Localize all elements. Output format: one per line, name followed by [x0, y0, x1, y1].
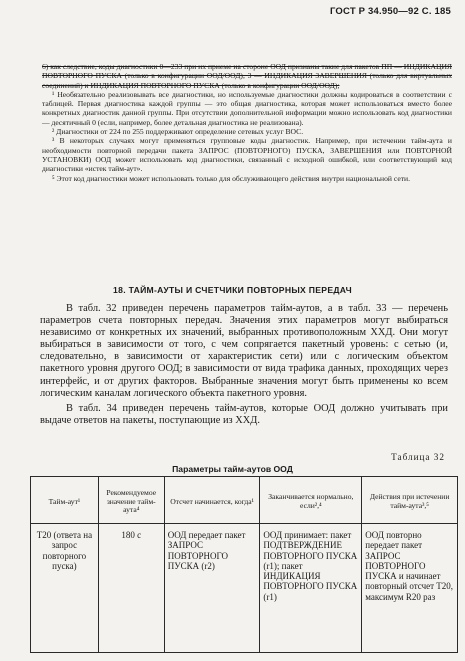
column-header: Действия при истечении тайм-аута³,⁵	[362, 477, 458, 524]
footnotes	[42, 62, 452, 183]
timeout-table	[30, 476, 458, 653]
table-header-row	[31, 477, 458, 524]
table-row	[31, 524, 458, 653]
column-header: Тайм-аут¹	[31, 477, 99, 524]
footnote-item	[42, 62, 452, 90]
column-header: Заканчивается нормально, если²,⁴	[260, 477, 362, 524]
section-title: 18. ТАЙМ-АУТЫ И СЧЕТЧИКИ ПОВТОРНЫХ ПЕРЕДАЧ	[113, 285, 352, 295]
body-text	[40, 303, 448, 430]
table-caption: Таблица 32	[391, 452, 445, 462]
column-header: Отсчет начинается, когда¹	[164, 477, 260, 524]
page-header: ГОСТ Р 34.950—92 С. 185	[329, 6, 451, 17]
paragraph: В табл. 34 приведен перечень тайм-аутов, которые ООД должно учитывать при выдаче ответов на пакеты, поступающие из ХХД.	[40, 402, 448, 426]
table-cell: Т20 (ответа на запрос повторного пуска)	[31, 524, 99, 653]
footnote-item: ¹ Необязательно реализовывать все диагностики, но используемые диагностики должны кодироваться в соответствии с таблицей. Первая диагностика каждой группы — это общая диагностика, которая может использоваться вместо более конкретных диагностик данной группы. При отсутствии дополнительной информации можно использовать код диагностики — десятичный 0 (если, например, более детальная диагностика не реализована).	[42, 89, 452, 127]
table-cell: 180 с	[98, 524, 164, 653]
footnote-item: ⁵ Этот код диагностики может использовать только для обслуживающего действия внутри национальной сети.	[52, 173, 410, 183]
table-cell: ООД повторно передает пакет ЗАПРОС ПОВТОРНОГО ПУСКА и начинает повторный отсчет Т20, максимум R20 раз	[362, 524, 458, 653]
table-cell: ООД передает пакет ЗАПРОС ПОВТОРНОГО ПУСКА (r2)	[164, 524, 260, 653]
table-title: Параметры тайм-аутов ООД	[172, 464, 293, 474]
footnote-item: ² Диагностики от 224 по 255 поддерживают определение сетевых услуг ВОС.	[52, 127, 304, 137]
footnote-text: 6) как следствие, коды диагностики 0—233 при их приеме на стороне ООД признаны такие для пакетов ПП — ИНДИКАЦИЯ ПОВТОРНОГО ПУСКА (только в конфигурации ООД/ООД), 3 — ИНДИКАЦИЯ ЗАВЕРШЕНИЯ (только для виртуальных соединений) и ИНДИКАЦИЯ ПОВТОРНОГО ПУСКА (только в конфигурации ООД/ООД);	[42, 62, 452, 90]
table-cell: ООД принимает: пакет ПОДТВЕРЖДЕНИЕ ПОВТОРНОГО ПУСКА (r1); пакет ИНДИКАЦИЯ ПОВТОРНОГО ПУСКА (r1)	[260, 524, 362, 653]
column-header: Рекомендуемое значение тайм-аута⁴	[98, 477, 164, 524]
paragraph: В табл. 32 приведен перечень параметров тайм-аутов, а в табл. 33 — перечень параметров счета повторных передач. Значения этих параметров могут выбираться независимо от конкретных их значений, выбранных противоположным ХХД. Они могут выбираться в зависимости от того, с чем сопрягается пакетный уровень: с сетью (и, следовательно, в зависимости от характеристик сети) или с логическим объектом пакетного уровня другого ООД; в зависимости от вида трафика данных, проходящих через интерфейс, и от других факторов. Выбранные значения могут быть применены ко всем логическим каналам логического объекта пакетного уровня.	[40, 303, 448, 399]
footnote-item: ³ В некоторых случаях могут применяться групповые коды диагностик. Например, при истечении тайм-аута и необходимости повторной передачи пакета ЗАПРОС (ПОВТОРНОГО) ПУСКА, ЗАВЕРШЕНИЯ или ПОВТОРНОЙ УСТАНОВКИ) ООД может использовать код диагностики, связанный с исходной ошибкой, или соответствующий код диагностики «истек тайм-аут».	[42, 136, 452, 174]
